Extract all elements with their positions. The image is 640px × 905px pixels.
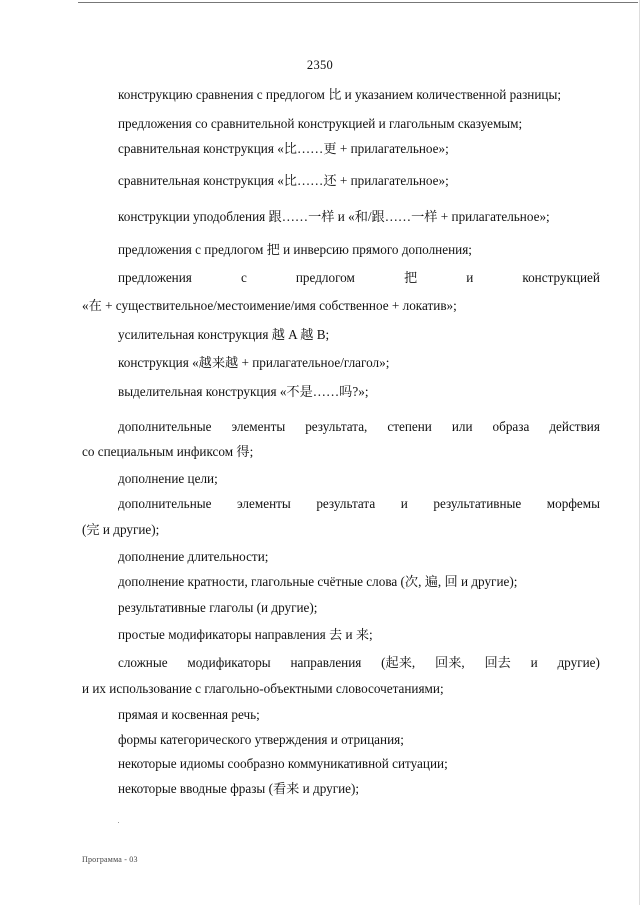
- text-line: и их использование с глагольно-объектными словосочетаниями;: [82, 681, 444, 696]
- top-edge-line: [78, 2, 638, 3]
- word: предложения: [118, 270, 192, 285]
- word: элементы: [231, 419, 286, 434]
- scan-speck: [118, 822, 119, 823]
- word: сложные: [118, 655, 168, 670]
- word: модификаторы: [187, 655, 271, 670]
- text-line: дополнение кратности, глагольные счётные слова (次, 遍, 回 и другие);: [118, 574, 518, 589]
- word: предлогом: [295, 270, 355, 285]
- text-line: сравнительная конструкция «比……更 + прилагательное»;: [118, 141, 449, 156]
- word: и: [400, 496, 408, 511]
- text-line: усилительная конструкция 越 A 越 B;: [118, 327, 330, 342]
- text-line: конструкцию сравнения с предлогом 比 и указанием количественной разницы;: [118, 87, 562, 102]
- word: действия: [549, 419, 600, 434]
- text-line: дополнение длительности;: [118, 549, 269, 564]
- word: образа: [492, 419, 530, 434]
- word: результативные: [433, 496, 522, 511]
- word: с: [240, 270, 247, 285]
- page-number: 2350: [306, 58, 334, 72]
- text-line: некоторые идиомы сообразно коммуникативной ситуации;: [118, 756, 448, 771]
- justified-line: [118, 655, 600, 671]
- text-line: выделительная конструкция «不是……吗?»;: [118, 384, 369, 399]
- word: 回去: [484, 655, 511, 670]
- word: морфемы: [546, 496, 600, 511]
- word: другие): [557, 655, 600, 670]
- word: степени: [387, 419, 432, 434]
- text-line: предложения с предлогом 把 и инверсию прямого дополнения;: [118, 242, 472, 257]
- word: элементы: [237, 496, 291, 511]
- footer-note: Программа - 03: [82, 855, 138, 864]
- text-line: результативные глаголы (и другие);: [118, 600, 318, 615]
- justified-line: [118, 419, 600, 435]
- text-line: конструкции уподобления 跟……一样 и «和/跟……一样 + прилагательное»;: [118, 209, 550, 224]
- word: или: [451, 419, 473, 434]
- word: и: [530, 655, 538, 670]
- word: и: [466, 270, 474, 285]
- justified-line: [118, 496, 600, 512]
- text-line: со специальным инфиксом 得;: [82, 444, 254, 459]
- word: направления: [290, 655, 362, 670]
- justified-line: [118, 270, 600, 286]
- word: (起来,: [381, 655, 416, 670]
- text-line: предложения со сравнительной конструкцией и глагольным сказуемым;: [118, 116, 523, 131]
- text-line: «在 + существительное/местоимение/имя собственное + локатив»;: [82, 298, 457, 313]
- text-line: сравнительная конструкция «比……还 + прилагательное»;: [118, 173, 449, 188]
- text-line: (完 и другие);: [82, 522, 160, 537]
- text-line: некоторые вводные фразы (看来 и другие);: [118, 781, 360, 796]
- text-line: дополнение цели;: [118, 471, 218, 486]
- word: конструкцией: [522, 270, 600, 285]
- word: 把: [403, 270, 418, 285]
- word: дополнительные: [118, 496, 212, 511]
- word: результата: [316, 496, 376, 511]
- text-line: формы категорического утверждения и отрицания;: [118, 732, 404, 747]
- word: результата,: [305, 419, 368, 434]
- word: 回来,: [435, 655, 465, 670]
- text-line: прямая и косвенная речь;: [118, 707, 260, 722]
- text-line: простые модификаторы направления 去 и 来;: [118, 627, 373, 642]
- text-line: конструкция «越来越 + прилагательное/глагол»;: [118, 355, 390, 370]
- word: дополнительные: [118, 419, 212, 434]
